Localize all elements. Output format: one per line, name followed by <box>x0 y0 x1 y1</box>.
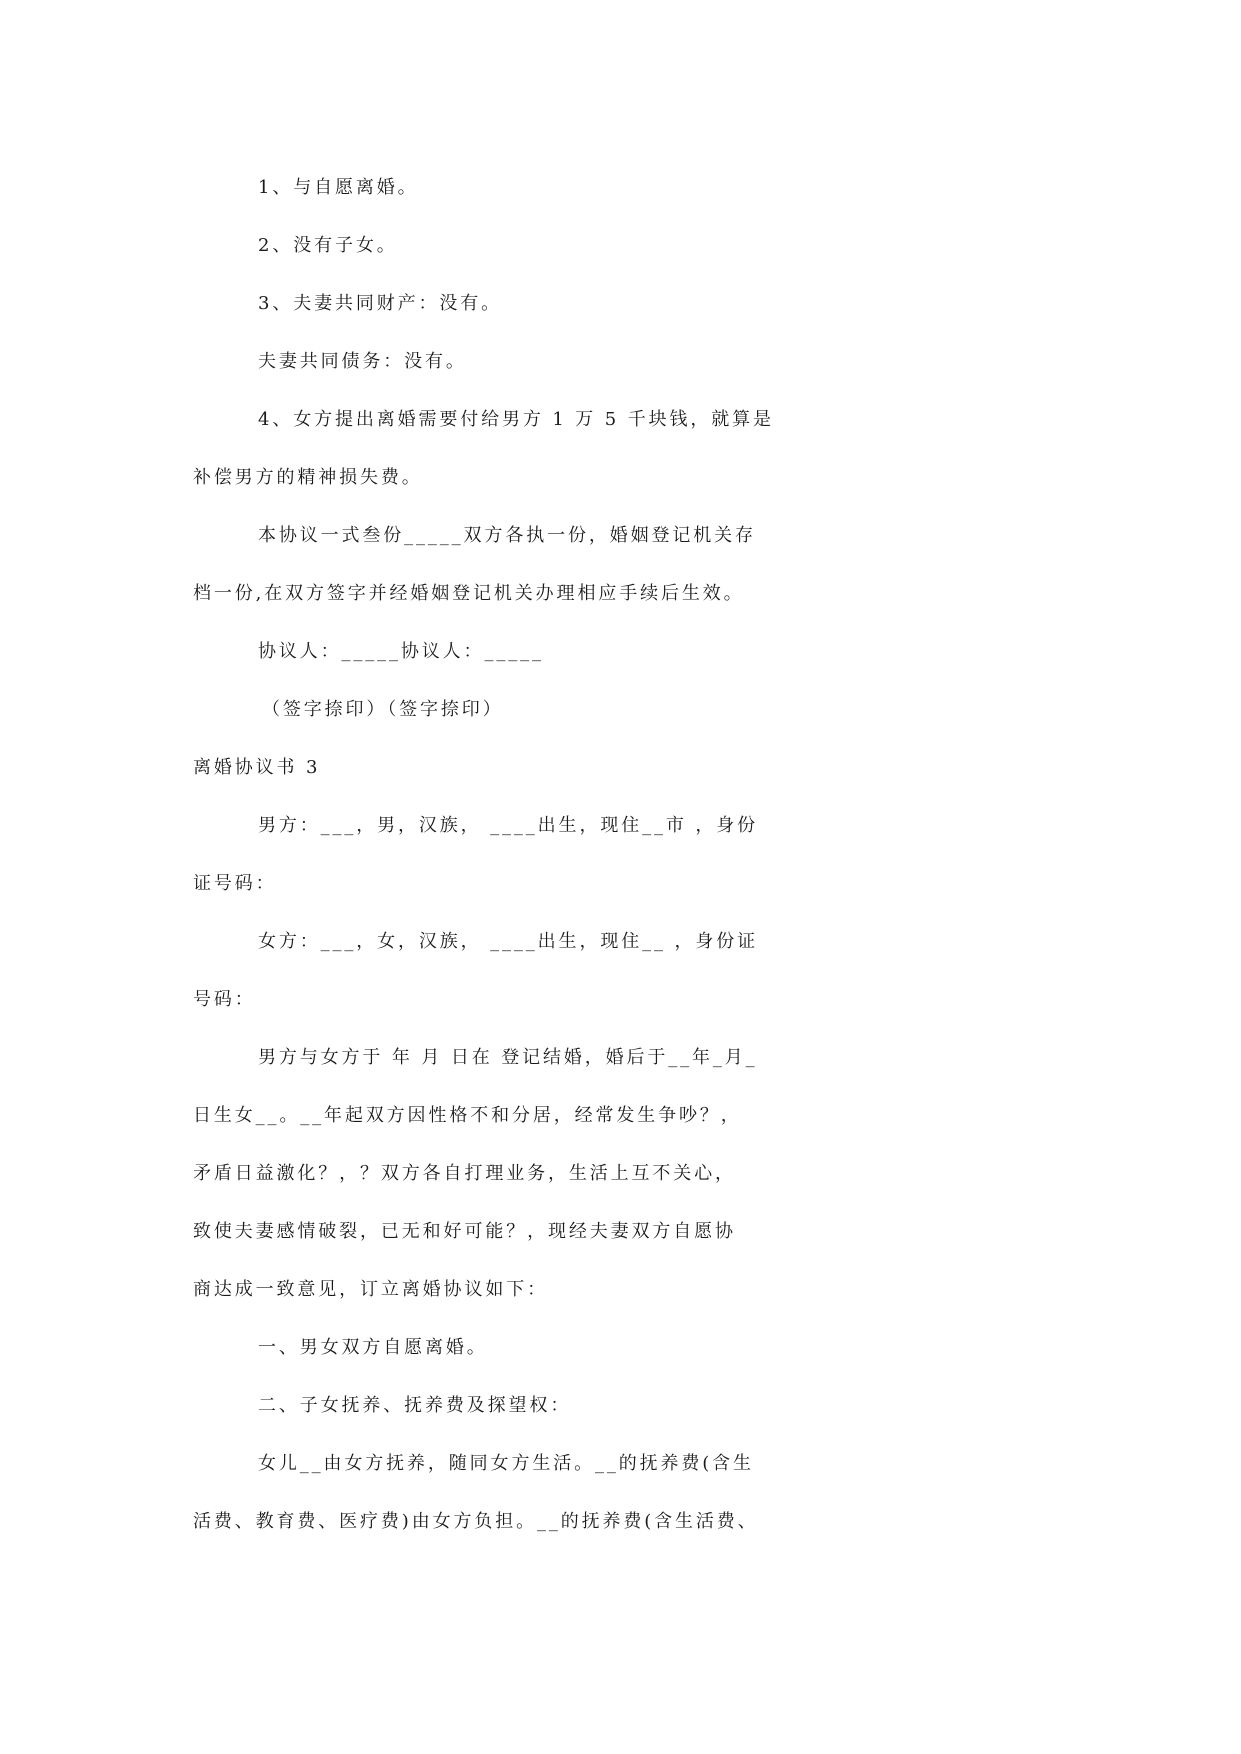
article-2: 二、子女抚养、抚养费及探望权： <box>258 1395 572 1416</box>
signature-note: （签字捺印）（签字捺印） <box>262 699 504 720</box>
male-party-cont: 证号码： <box>193 873 277 894</box>
clause-4-cont: 补偿男方的精神损失费。 <box>193 467 423 488</box>
background-paragraph-4: 致使夫妻感情破裂，已无和好可能？，现经夫妻双方自愿协 <box>193 1221 736 1242</box>
female-party: 女方：___，女，汉族， ____出生，现住__ ，身份证 <box>258 931 758 952</box>
custody-paragraph-cont: 活费、教育费、医疗费)由女方负担。__的抚养费(含生活费、 <box>193 1511 759 1532</box>
background-paragraph-5: 商达成一致意见，订立离婚协议如下： <box>193 1279 548 1300</box>
copies-paragraph: 本协议一式叁份_____双方各执一份，婚姻登记机关存 <box>258 525 756 546</box>
background-paragraph-3: 矛盾日益激化？，？双方各自打理业务，生活上互不关心， <box>193 1163 736 1184</box>
clause-3: 3、夫妻共同财产：没有。 <box>258 293 503 314</box>
signatories-line: 协议人：_____协议人：_____ <box>258 641 544 662</box>
clause-4: 4、女方提出离婚需要付给男方 1 万 5 千块钱，就算是 <box>258 409 774 430</box>
clause-3-debt: 夫妻共同债务：没有。 <box>258 351 467 372</box>
clause-1: 1、与自愿离婚。 <box>258 177 419 198</box>
custody-paragraph: 女儿__由女方抚养，随同女方生活。__的抚养费(含生 <box>258 1453 754 1474</box>
female-party-cont: 号码： <box>193 989 256 1010</box>
background-paragraph: 男方与女方于 年 月 日在 登记结婚，婚后于__年_月_ <box>258 1047 758 1068</box>
article-1: 一、男女双方自愿离婚。 <box>258 1337 488 1358</box>
section-title: 离婚协议书 3 <box>193 757 321 778</box>
male-party: 男方：___，男，汉族， ____出生，现住__市 ，身份 <box>258 815 758 836</box>
clause-2: 2、没有子女。 <box>258 235 398 256</box>
background-paragraph-2: 日生女__。__年起双方因性格不和分居，经常发生争吵？， <box>193 1105 742 1126</box>
copies-paragraph-cont: 档一份,在双方签字并经婚姻登记机关办理相应手续后生效。 <box>193 583 745 604</box>
